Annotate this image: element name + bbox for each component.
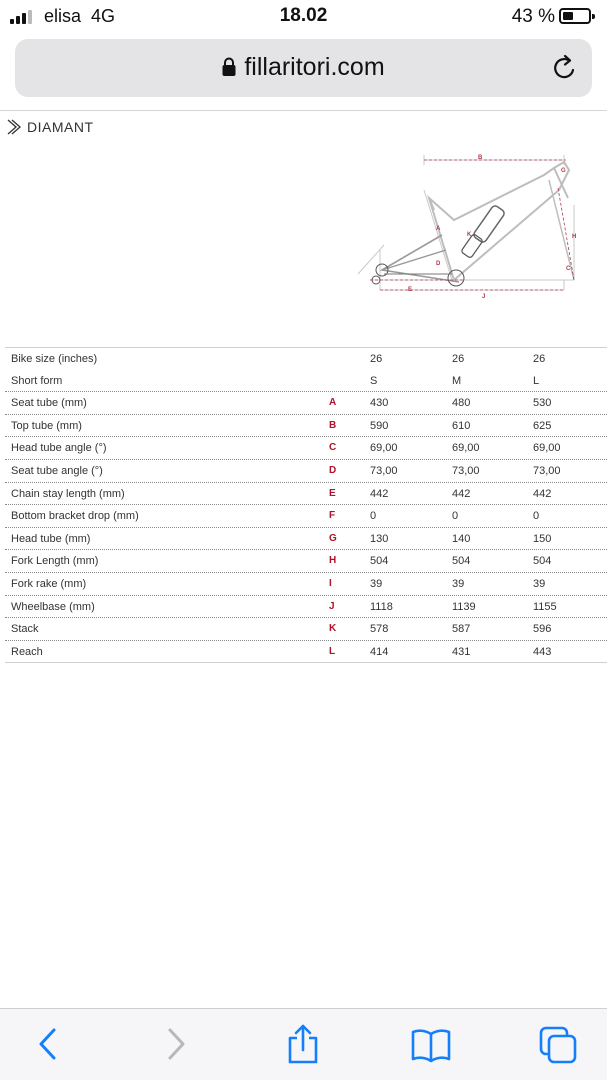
row-label: Bike size (inches) (11, 353, 98, 365)
size-s-value: 504 (370, 555, 389, 568)
geometry-table (5, 347, 607, 663)
page-divider (0, 110, 607, 111)
table-row (5, 528, 607, 551)
row-label: Fork rake (mm) (11, 577, 87, 590)
row-label: Stack (11, 623, 39, 636)
product-heading (7, 119, 94, 135)
share-icon[interactable] (286, 1023, 320, 1065)
size-l-value: 69,00 (533, 442, 561, 455)
size-m-value: 504 (452, 555, 471, 568)
back-icon[interactable] (36, 1027, 58, 1061)
size-m-value: 39 (452, 577, 465, 590)
size-m-value: M (452, 374, 462, 387)
size-s-value: 39 (370, 577, 383, 590)
row-label: Seat tube (mm) (11, 397, 87, 410)
table-row (5, 392, 607, 415)
table-row (5, 550, 607, 573)
size-m-value: 480 (452, 397, 471, 410)
table-row (5, 641, 607, 664)
size-s-value: 26 (370, 353, 383, 365)
network-type: 4G (91, 6, 116, 26)
geometry-label-d: D (436, 261, 441, 267)
dimension-code: L (329, 645, 336, 657)
status-time: 18.02 (279, 5, 328, 26)
table-row (5, 415, 607, 438)
forward-icon[interactable] (166, 1027, 188, 1061)
battery-percentage: 43 % (511, 6, 555, 27)
row-label: Reach (11, 645, 43, 658)
size-s-value: 1118 (370, 600, 393, 613)
geometry-label-g: G (561, 168, 566, 174)
url-text: fillaritori.com (244, 53, 385, 81)
table-row (5, 618, 607, 641)
row-label: Short form (11, 374, 63, 387)
dimension-code: J (329, 600, 335, 612)
size-s-value: 0 (370, 510, 377, 523)
dimension-code: C (329, 442, 337, 454)
table-row-bike-size (5, 347, 607, 370)
size-m-value: 0 (452, 510, 459, 523)
size-s-value: S (370, 374, 378, 387)
dimension-code: D (329, 464, 337, 476)
size-m-value: 1139 (452, 600, 476, 613)
size-l-value: 73,00 (533, 464, 561, 477)
size-m-value: 73,00 (452, 464, 480, 477)
size-l-value: 596 (533, 623, 552, 636)
size-l-value: 530 (533, 397, 552, 410)
dimension-code: G (329, 532, 337, 544)
size-s-value: 69,00 (370, 442, 398, 455)
size-s-value: 442 (370, 487, 389, 500)
reload-icon[interactable] (552, 54, 578, 82)
lock-icon (222, 57, 236, 77)
row-label: Head tube (mm) (11, 532, 91, 545)
size-l-value: L (533, 374, 540, 387)
size-s-value: 430 (370, 397, 389, 410)
bookmarks-icon[interactable] (410, 1027, 452, 1063)
geometry-label-j: J (482, 294, 486, 300)
size-m-value: 587 (452, 623, 471, 636)
size-m-value: 610 (452, 419, 471, 432)
size-l-value: 1155 (533, 600, 557, 613)
dimension-code: A (329, 397, 337, 409)
row-label: Wheelbase (mm) (11, 600, 95, 613)
size-l-value: 442 (533, 487, 552, 500)
geometry-label-e: E (408, 287, 413, 293)
dimension-code: H (329, 555, 337, 567)
geometry-label-k: K (467, 232, 472, 238)
size-l-value: 26 (533, 353, 546, 365)
chevron-right-icon (7, 119, 21, 135)
row-label: Seat tube angle (°) (11, 464, 103, 477)
status-bar (0, 0, 607, 34)
table-row (5, 483, 607, 506)
size-s-value: 578 (370, 623, 389, 636)
size-s-value: 73,00 (370, 464, 398, 477)
geometry-label-h: H (572, 234, 577, 240)
table-row (5, 437, 607, 460)
dimension-code: F (329, 510, 336, 522)
address-bar[interactable] (15, 39, 592, 97)
size-m-value: 69,00 (452, 442, 480, 455)
size-l-value: 625 (533, 419, 552, 432)
table-row (5, 460, 607, 483)
geometry-label-b: B (478, 155, 483, 161)
size-l-value: 504 (533, 555, 552, 568)
size-s-value: 590 (370, 419, 389, 432)
size-m-value: 140 (452, 532, 471, 545)
size-l-value: 150 (533, 532, 552, 545)
row-label: Top tube (mm) (11, 419, 82, 432)
dimension-code: I (329, 577, 332, 589)
row-label: Chain stay length (mm) (11, 487, 125, 500)
size-s-value: 414 (370, 645, 389, 658)
url-display[interactable] (15, 53, 592, 82)
size-l-value: 0 (533, 510, 540, 523)
row-label: Bottom bracket drop (mm) (11, 510, 139, 523)
geometry-label-a: A (436, 226, 441, 232)
size-m-value: 26 (452, 353, 465, 365)
carrier-name: elisa (44, 6, 82, 26)
table-row (5, 505, 607, 528)
row-label: Fork Length (mm) (11, 555, 99, 568)
tabs-icon[interactable] (538, 1025, 578, 1065)
row-label: Head tube angle (°) (11, 442, 107, 455)
product-name: DIAMANT (27, 119, 94, 135)
dimension-code: K (329, 623, 337, 635)
frame-geometry-diagram (354, 150, 602, 302)
size-m-value: 431 (452, 645, 471, 658)
geometry-label-c: C (566, 266, 571, 272)
battery-icon (559, 8, 591, 24)
size-s-value: 130 (370, 532, 389, 545)
size-l-value: 39 (533, 577, 546, 590)
size-l-value: 443 (533, 645, 552, 658)
size-m-value: 442 (452, 487, 471, 500)
table-row (5, 573, 607, 596)
dimension-code: E (329, 487, 336, 499)
table-row-short-form (5, 370, 607, 393)
browser-toolbar (0, 1008, 607, 1080)
dimension-code: B (329, 419, 337, 431)
table-row (5, 596, 607, 619)
